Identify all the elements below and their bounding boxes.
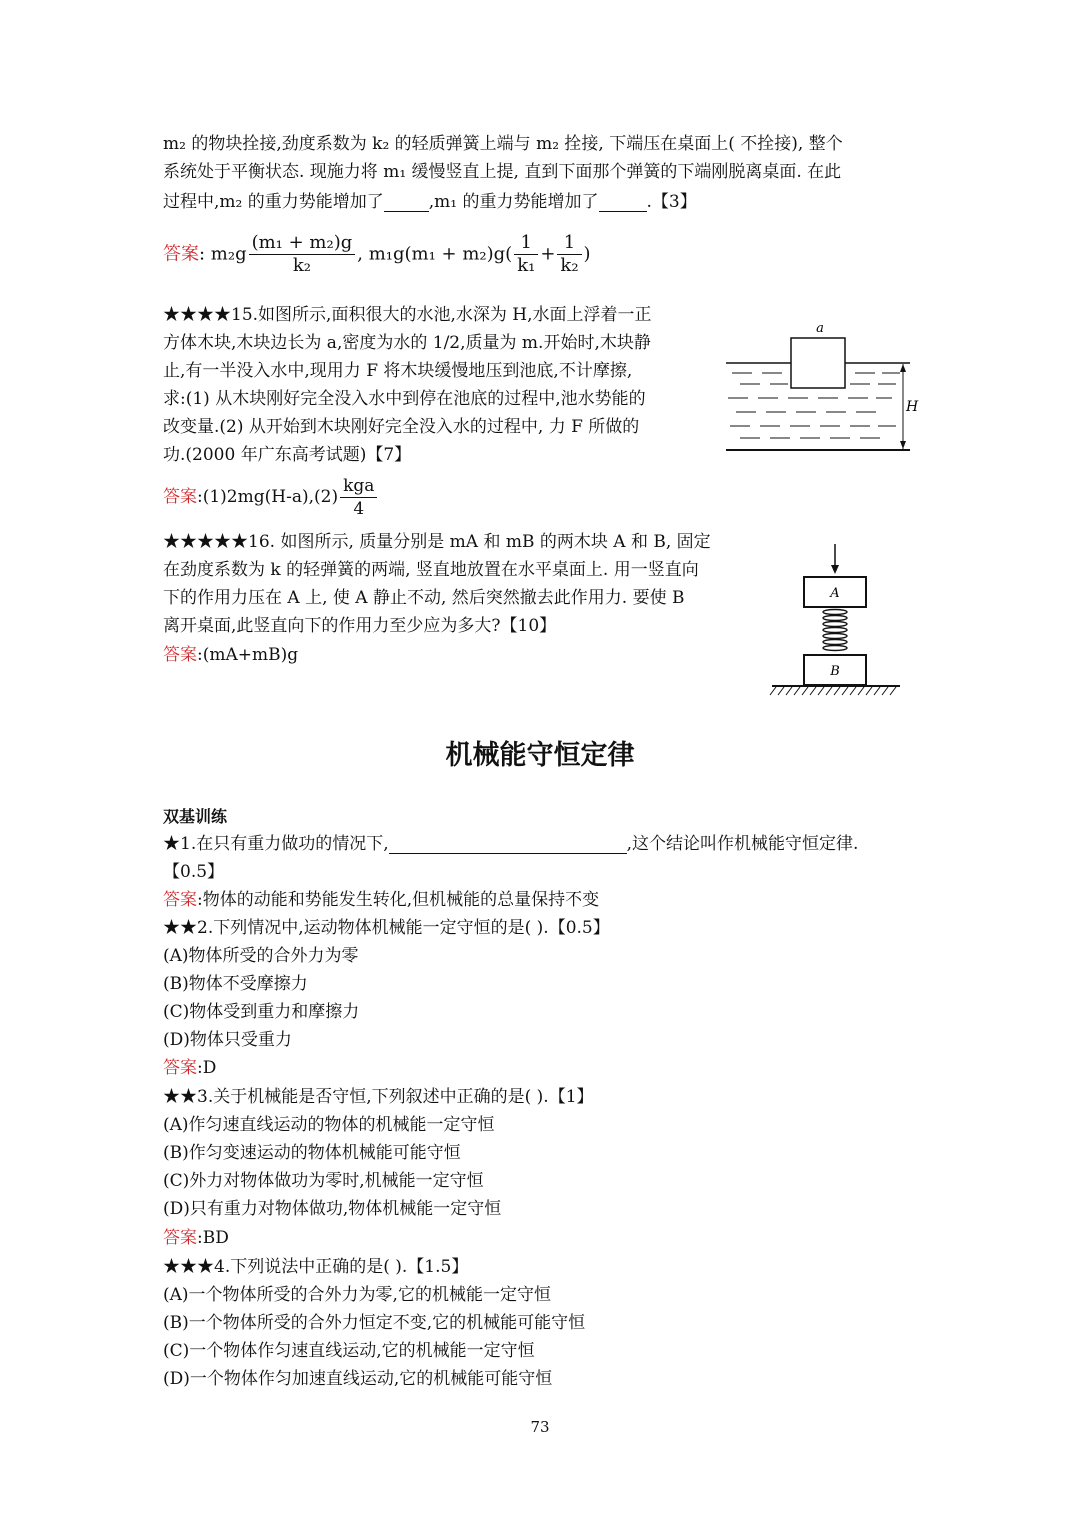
q1-answer-text: :物体的动能和势能发生转化,但机械能的总量保持不变: [197, 890, 600, 910]
q4-option-b: (B)一个物体所受的合外力恒定不变,它的机械能可能守恒: [163, 1313, 586, 1333]
q1-text-a: ★1.在只有重力做功的情况下,: [163, 834, 389, 854]
fraction-denominator: k₂: [560, 255, 579, 276]
fraction-numerator: kga: [340, 475, 377, 498]
fraction-numerator: 1: [514, 232, 538, 255]
answer-label: 答案: [163, 243, 199, 265]
q2-answer: [163, 1058, 216, 1078]
answer-label: 答案: [163, 1228, 197, 1248]
fraction-denominator: k₂: [292, 255, 311, 276]
p14-answer-c: ): [583, 243, 591, 265]
depth-arrow-down: [900, 441, 906, 449]
q2-option-d: (D)物体只受重力: [163, 1030, 292, 1050]
p15-line3: 止,有一半没入水中,现用力 F 将木块缓慢地压到池底,不计摩擦,: [163, 361, 633, 381]
p14-answer-b: , m₁g(m₁ + m₂)g(: [357, 243, 513, 265]
p15-line6: 功.(2000 年广东高考试题)【7】: [163, 445, 412, 465]
p15-line2: 方体木块,木块边长为 a,密度为水的 1/2,质量为 m.开始时,木块静: [163, 333, 651, 353]
p16-line3: 下的作用力压在 A 上, 使 A 静止不动, 然后突然撤去此作用力. 要使 B: [163, 588, 685, 608]
q3-option-c: (C)外力对物体做功为零时,机械能一定守恒: [163, 1171, 484, 1191]
p14-answer: [163, 232, 591, 277]
q3-option-b: (B)作匀变速运动的物体机械能可能守恒: [163, 1143, 461, 1163]
answer-blank: [389, 853, 627, 854]
q2-option-a: (A)物体所受的合外力为零: [163, 946, 359, 966]
fraction: [249, 232, 356, 277]
answer-label: 答案: [163, 1058, 197, 1078]
q1-text-b: ,这个结论叫作机械能守恒定律.: [626, 834, 859, 854]
p16-line2: 在劲度系数为 k 的轻弹簧的两端, 竖直地放置在水平桌面上. 用一竖直向: [163, 560, 699, 580]
spring-blocks-figure: [768, 540, 908, 705]
force-arrow-head: [831, 565, 839, 574]
label-B: B: [830, 664, 840, 679]
p14-line3: [163, 192, 697, 212]
section-title: 机械能守恒定律: [445, 740, 635, 771]
p14-answer-a: : m₂g: [199, 243, 247, 265]
p14-line3-c: .【3】: [646, 192, 697, 212]
q2-option-b: (B)物体不受摩擦力: [163, 974, 308, 994]
plus-sign: +: [540, 243, 556, 265]
p14-line3-b: ,m₁ 的重力势能增加了: [428, 192, 599, 212]
fraction-denominator: 4: [353, 499, 365, 519]
answer-blank-2: [599, 211, 647, 212]
p16-answer-text: :(mA+mB)g: [197, 645, 299, 665]
p15-answer-a: :(1)2mg(H-a),(2): [197, 487, 339, 507]
spring: [823, 610, 847, 651]
fraction: [557, 232, 581, 277]
wooden-block: [791, 338, 845, 388]
p16-line4: 离开桌面,此竖直向下的作用力至少应为多大?【10】: [163, 616, 557, 636]
p15-line5: 改变量.(2) 从开始到木块刚好完全没入水的过程中, 力 F 所做的: [163, 417, 640, 437]
label-A: A: [830, 586, 840, 601]
fraction-numerator: 1: [557, 232, 581, 255]
label-H: H: [906, 399, 919, 415]
q1-answer: [163, 890, 599, 910]
q2-stem: ★★2.下列情况中,运动物体机械能一定守恒的是( ).【0.5】: [163, 918, 610, 938]
q4-stem: ★★★4.下列说法中正确的是( ).【1.5】: [163, 1257, 469, 1277]
q3-option-a: (A)作匀速直线运动的物体的机械能一定守恒: [163, 1115, 495, 1135]
q3-stem: ★★3.关于机械能是否守恒,下列叙述中正确的是( ).【1】: [163, 1087, 594, 1107]
fraction-denominator: k₁: [517, 255, 536, 276]
fraction: [340, 475, 377, 520]
section-heading: 双基训练: [163, 807, 228, 826]
q1-line1: [163, 834, 858, 854]
p16-answer: [163, 645, 298, 665]
p15-answer: [163, 475, 379, 520]
q4-option-d: (D)一个物体作匀加速直线运动,它的机械能可能守恒: [163, 1369, 553, 1389]
q2-answer-text: :D: [197, 1058, 217, 1078]
q2-option-c: (C)物体受到重力和摩擦力: [163, 1002, 360, 1022]
p14-line3-a: 过程中,m₂ 的重力势能增加了: [163, 192, 384, 212]
page-number: 73: [530, 1418, 550, 1436]
q3-answer-text: :BD: [197, 1228, 229, 1248]
pool-figure: [720, 318, 920, 458]
p15-line4: 求:(1) 从木块刚好完全没入水中到停在池底的过程中,池水势能的: [163, 389, 646, 409]
answer-blank-1: [384, 211, 429, 212]
p14-line2: 系统处于平衡状态. 现施力将 m₁ 缓慢竖直上提, 直到下面那个弹簧的下端刚脱离桌面. 在此: [163, 162, 842, 182]
q1-score: 【0.5】: [163, 862, 225, 882]
table-hatching: [770, 687, 896, 695]
depth-arrow-up: [900, 364, 906, 372]
fraction: [514, 232, 538, 277]
p14-line1: m₂ 的物块拴接,劲度系数为 k₂ 的轻质弹簧上端与 m₂ 拴接, 下端压在桌面上( 不拴接), 整个: [163, 134, 843, 154]
q4-option-c: (C)一个物体作匀速直线运动,它的机械能一定守恒: [163, 1341, 535, 1361]
answer-label: 答案: [163, 645, 197, 665]
answer-label: 答案: [163, 890, 197, 910]
q3-answer: [163, 1228, 229, 1248]
p15-line1: ★★★★15.如图所示,面积很大的水池,水深为 H,水面上浮着一正: [163, 305, 652, 325]
q3-option-d: (D)只有重力对物体做功,物体机械能一定守恒: [163, 1199, 502, 1219]
answer-label: 答案: [163, 487, 197, 507]
q4-option-a: (A)一个物体所受的合外力为零,它的机械能一定守恒: [163, 1285, 551, 1305]
p16-line1: ★★★★★16. 如图所示, 质量分别是 mA 和 mB 的两木块 A 和 B, 固定: [163, 532, 711, 552]
fraction-numerator: (m₁ + m₂)g: [249, 232, 356, 255]
label-a: a: [816, 321, 824, 336]
